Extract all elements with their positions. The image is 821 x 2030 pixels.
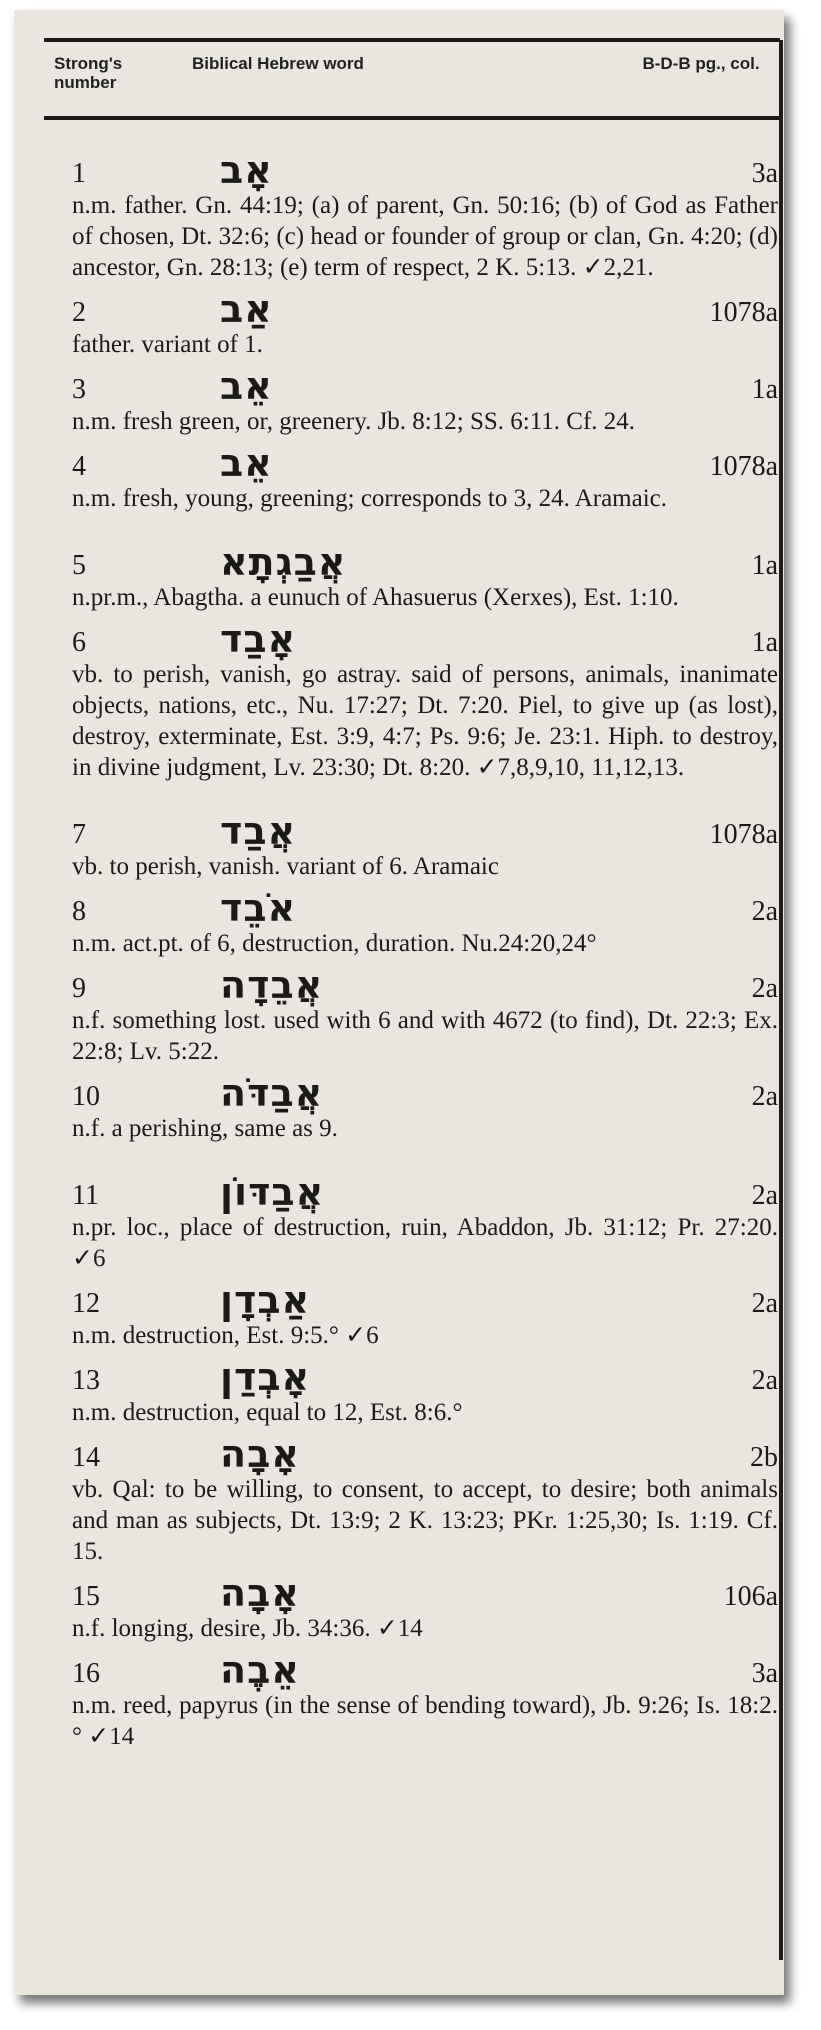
bdb-reference: 1a: [751, 627, 778, 658]
hebrew-word: אַב: [220, 287, 273, 331]
hebrew-word: אָבְדַן: [220, 1355, 311, 1399]
entry-number: 8: [72, 896, 86, 927]
bdb-reference: 1078a: [709, 819, 778, 850]
header-top-rule: [44, 38, 780, 42]
strongs-column-header: Strong's number: [54, 54, 123, 92]
entry-number: 14: [72, 1442, 100, 1473]
bdb-reference: 1078a: [709, 451, 778, 482]
entry-number: 12: [72, 1288, 100, 1319]
entry-number: 13: [72, 1365, 100, 1396]
hebrew-word: אָבַד: [220, 617, 297, 661]
entry: [72, 443, 778, 514]
bdb-reference: 106a: [723, 1581, 778, 1612]
entry-number: 2: [72, 297, 86, 328]
entry: [72, 150, 778, 283]
entry: [72, 1280, 778, 1351]
hebrew-word-column-header: Biblical Hebrew word: [192, 54, 364, 73]
entry-definition: vb. Qal: to be willing, to consent, to accept, to desire; both animals and man as subjects, Dt. 13:9; 2 K. 13:23; PKr. 1:25,30; Is. 1:19. Cf. 15.: [72, 1476, 778, 1565]
entry: [72, 811, 778, 882]
entry-number: 6: [72, 627, 86, 658]
dictionary-page: [14, 10, 784, 1995]
entry-number: 3: [72, 374, 86, 405]
hebrew-word: אֲבֵדָה: [220, 963, 324, 1007]
entry-definition: n.m. destruction, Est. 9:5.° ✓6: [72, 1322, 379, 1349]
entry-number: 10: [72, 1081, 100, 1112]
entry-definition: n.f. a perishing, same as 9.: [72, 1115, 338, 1142]
bdb-reference: 3a: [751, 1658, 778, 1689]
entry-definition: n.pr.m., Abagtha. a eunuch of Ahasuerus (Xerxes), Est. 1:10.: [72, 584, 679, 611]
hebrew-word: אֲבַדֹּה: [220, 1071, 324, 1115]
bdb-column-header: B-D-B pg., col.: [642, 54, 760, 73]
entry: [72, 1650, 778, 1752]
right-column-rule: [779, 40, 783, 1960]
hebrew-word: אֵבֶה: [220, 1648, 300, 1692]
hebrew-word: אֲבַדּוֹן: [220, 1170, 325, 1214]
bdb-reference: 3a: [751, 158, 778, 189]
bdb-reference: 2a: [751, 1180, 778, 1211]
entry: [72, 1357, 778, 1428]
hebrew-word: אָבָה: [220, 1571, 300, 1615]
hebrew-word: אָבָה: [220, 1432, 300, 1476]
entry-definition: n.f. longing, desire, Jb. 34:36. ✓14: [72, 1615, 423, 1642]
entry: [72, 888, 778, 959]
entry: [72, 965, 778, 1067]
entry-definition: father. variant of 1.: [72, 331, 263, 358]
entry-number: 15: [72, 1581, 100, 1612]
entry-definition: n.m. destruction, equal to 12, Est. 8:6.°: [72, 1399, 463, 1426]
hebrew-word: אֵב: [220, 364, 273, 408]
entry: [72, 542, 778, 613]
entry-number: 1: [72, 158, 86, 189]
hebrew-word: אָב: [220, 148, 273, 192]
entry-number: 11: [72, 1180, 99, 1211]
entry-number: 5: [72, 550, 86, 581]
entry: [72, 1573, 778, 1644]
entry-definition: n.m. act.pt. of 6, destruction, duration. Nu.24:20,24°: [72, 930, 597, 957]
entry: [72, 619, 778, 783]
hebrew-word: אֲבַגְתָא: [220, 540, 347, 584]
bdb-reference: 2a: [751, 1081, 778, 1112]
bdb-reference: 1078a: [709, 297, 778, 328]
entry-definition: n.m. fresh green, or, greenery. Jb. 8:12; SS. 6:11. Cf. 24.: [72, 408, 636, 435]
hebrew-word: אֹבֵד: [220, 886, 297, 930]
entry-number: 7: [72, 819, 86, 850]
bdb-reference: 2a: [751, 973, 778, 1004]
hebrew-word: אֵב: [220, 441, 273, 485]
entry: [72, 1172, 778, 1274]
bdb-reference: 1a: [751, 550, 778, 581]
entry-definition: n.f. something lost. used with 6 and with 4672 (to find), Dt. 22:3; Ex. 22:8; Lv. 5:22.: [72, 1007, 778, 1065]
bdb-reference: 1a: [751, 374, 778, 405]
bdb-reference: 2b: [750, 1442, 778, 1473]
hebrew-word: אַבְדָן: [220, 1278, 311, 1322]
entry-definition: n.m. fresh, young, greening; corresponds to 3, 24. Aramaic.: [72, 485, 668, 512]
entry-number: 9: [72, 973, 86, 1004]
entry: [72, 1434, 778, 1567]
bdb-reference: 2a: [751, 1288, 778, 1319]
entry-definition: n.pr. loc., place of destruction, ruin, Abaddon, Jb. 31:12; Pr. 27:20. ✓6: [72, 1214, 778, 1272]
entry-definition: vb. to perish, vanish, go astray. said of persons, animals, inanimate objects, nations, etc., Nu. 17:27; Dt. 7:20. Piel, to give up (as lost), destroy, exterminate, Est. 3:9, 4:7; Ps. 9:6; Je. 23:1. Hiph. to destroy, in divine judgment, Lv. 23:30; Dt. 8:20. ✓7,8,9,10, 11,12,13.: [72, 661, 778, 781]
entry-definition: n.m. reed, papyrus (in the sense of bending toward), Jb. 9:26; Is. 18:2.° ✓14: [72, 1692, 778, 1750]
bdb-reference: 2a: [751, 896, 778, 927]
hebrew-word: אֲבַד: [220, 809, 297, 853]
entry-definition: n.m. father. Gn. 44:19; (a) of parent, Gn. 50:16; (b) of God as Father of chosen, Dt. 32:6; (c) head or founder of group or clan, Gn. 4:20; (d) ancestor, Gn. 28:13; (e) term of respect, 2 K. 5:13. ✓2,21.: [72, 192, 778, 281]
bdb-reference: 2a: [751, 1365, 778, 1396]
entry: [72, 366, 778, 437]
entry: [72, 289, 778, 360]
header-bottom-rule: [44, 116, 780, 120]
entry-number: 16: [72, 1658, 100, 1689]
entry-list: [72, 150, 778, 1758]
entry-definition: vb. to perish, vanish. variant of 6. Aramaic: [72, 853, 499, 880]
entry-number: 4: [72, 451, 86, 482]
entry: [72, 1073, 778, 1144]
